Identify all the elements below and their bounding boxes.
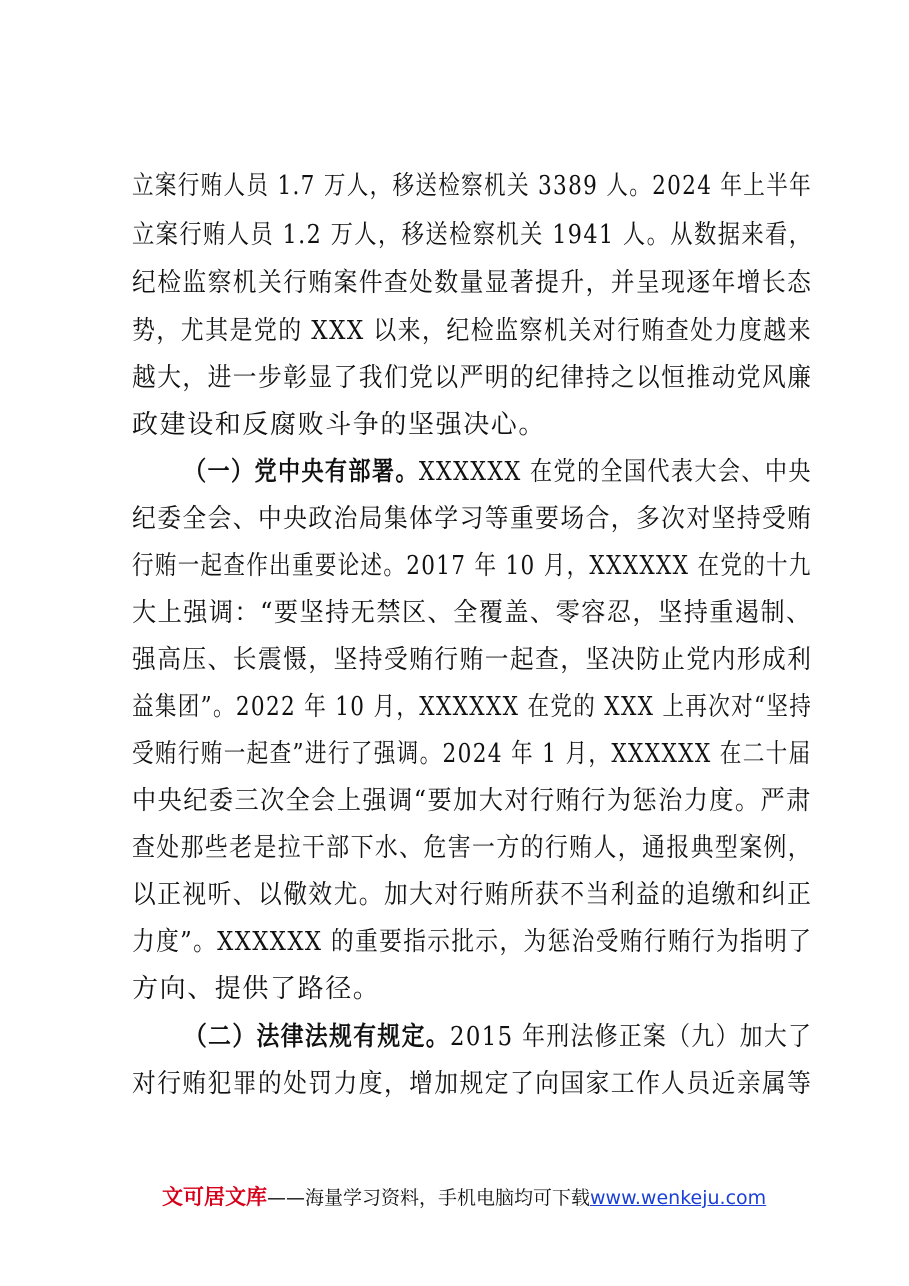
section-first-line-text: 2015 年刑法修正案（九）加大了 xyxy=(449,1022,813,1052)
text-line: 中央纪委三次全会上强调“要加大对行贿行为惩治力度。严肃 xyxy=(132,786,812,816)
text-line: 纪委全会、中央政治局集体学习等重要场合，多次对坚持受贿 xyxy=(132,504,813,534)
text-line: 立案行贿人员 1.2 万人，移送检察机关 1941 人。从数据来看， xyxy=(132,220,813,250)
text-line: 对行贿犯罪的处罚力度，增加规定了向国家工作人员近亲属等 xyxy=(132,1069,813,1099)
text-line: 以正视听、以儆效尤。加大对行贿所获不当利益的追缴和纠正 xyxy=(132,880,813,910)
section-first-line xyxy=(184,1022,813,1052)
section-first-line-text: XXXXXX 在党的全国代表大会、中央 xyxy=(418,457,812,487)
text-line: 行贿一起查作出重要论述。2017 年 10 月，XXXXXX 在党的十九 xyxy=(132,551,812,581)
text-line: 强高压、长震慑，坚持受贿行贿一起查，坚决防止党内形成利 xyxy=(132,645,813,675)
text-line: 立案行贿人员 1.7 万人，移送检察机关 3389 人。2024 年上半年 xyxy=(132,171,812,201)
text-line: 大上强调：“要坚持无禁区、全覆盖、零容忍，坚持重遏制、 xyxy=(132,598,812,628)
section-heading: （一）党中央有部署。 xyxy=(184,457,419,487)
text-line: 势，尤其是党的 XXX 以来，纪检监察机关对行贿查处力度越来 xyxy=(132,316,812,346)
text-line: 纪检监察机关行贿案件查处数量显著提升，并呈现逐年增长态 xyxy=(132,268,813,298)
footer-dash: —— xyxy=(267,1187,305,1209)
footer-banner xyxy=(162,1182,766,1212)
text-line: 受贿行贿一起查”进行了强调。2024 年 1 月，XXXXXX 在二十届 xyxy=(132,739,812,769)
footer-slogan: 海量学习资料，手机电脑均可下载 xyxy=(305,1187,591,1209)
section-first-line xyxy=(184,457,812,487)
brand-name: 文可居文库 xyxy=(162,1185,267,1209)
text-line: 力度”。XXXXXX 的重要指示批示，为惩治受贿行贿行为指明了 xyxy=(132,927,813,957)
section-heading: （二）法律法规有规定。 xyxy=(184,1022,450,1052)
text-line: 政建设和反腐败斗争的坚强决心。 xyxy=(132,410,547,440)
text-line: 查处那些老是拉干部下水、危害一方的行贿人，通报典型案例， xyxy=(132,833,813,863)
text-line: 益集团”。2022 年 10 月，XXXXXX 在党的 XXX 上再次对“坚持 xyxy=(132,692,813,722)
text-line: 方向、提供了路径。 xyxy=(132,974,381,1004)
website-link[interactable]: www.wenkeju.com xyxy=(590,1187,767,1209)
text-line: 越大，进一步彰显了我们党以严明的纪律持之以恒推动党风廉 xyxy=(132,363,813,393)
